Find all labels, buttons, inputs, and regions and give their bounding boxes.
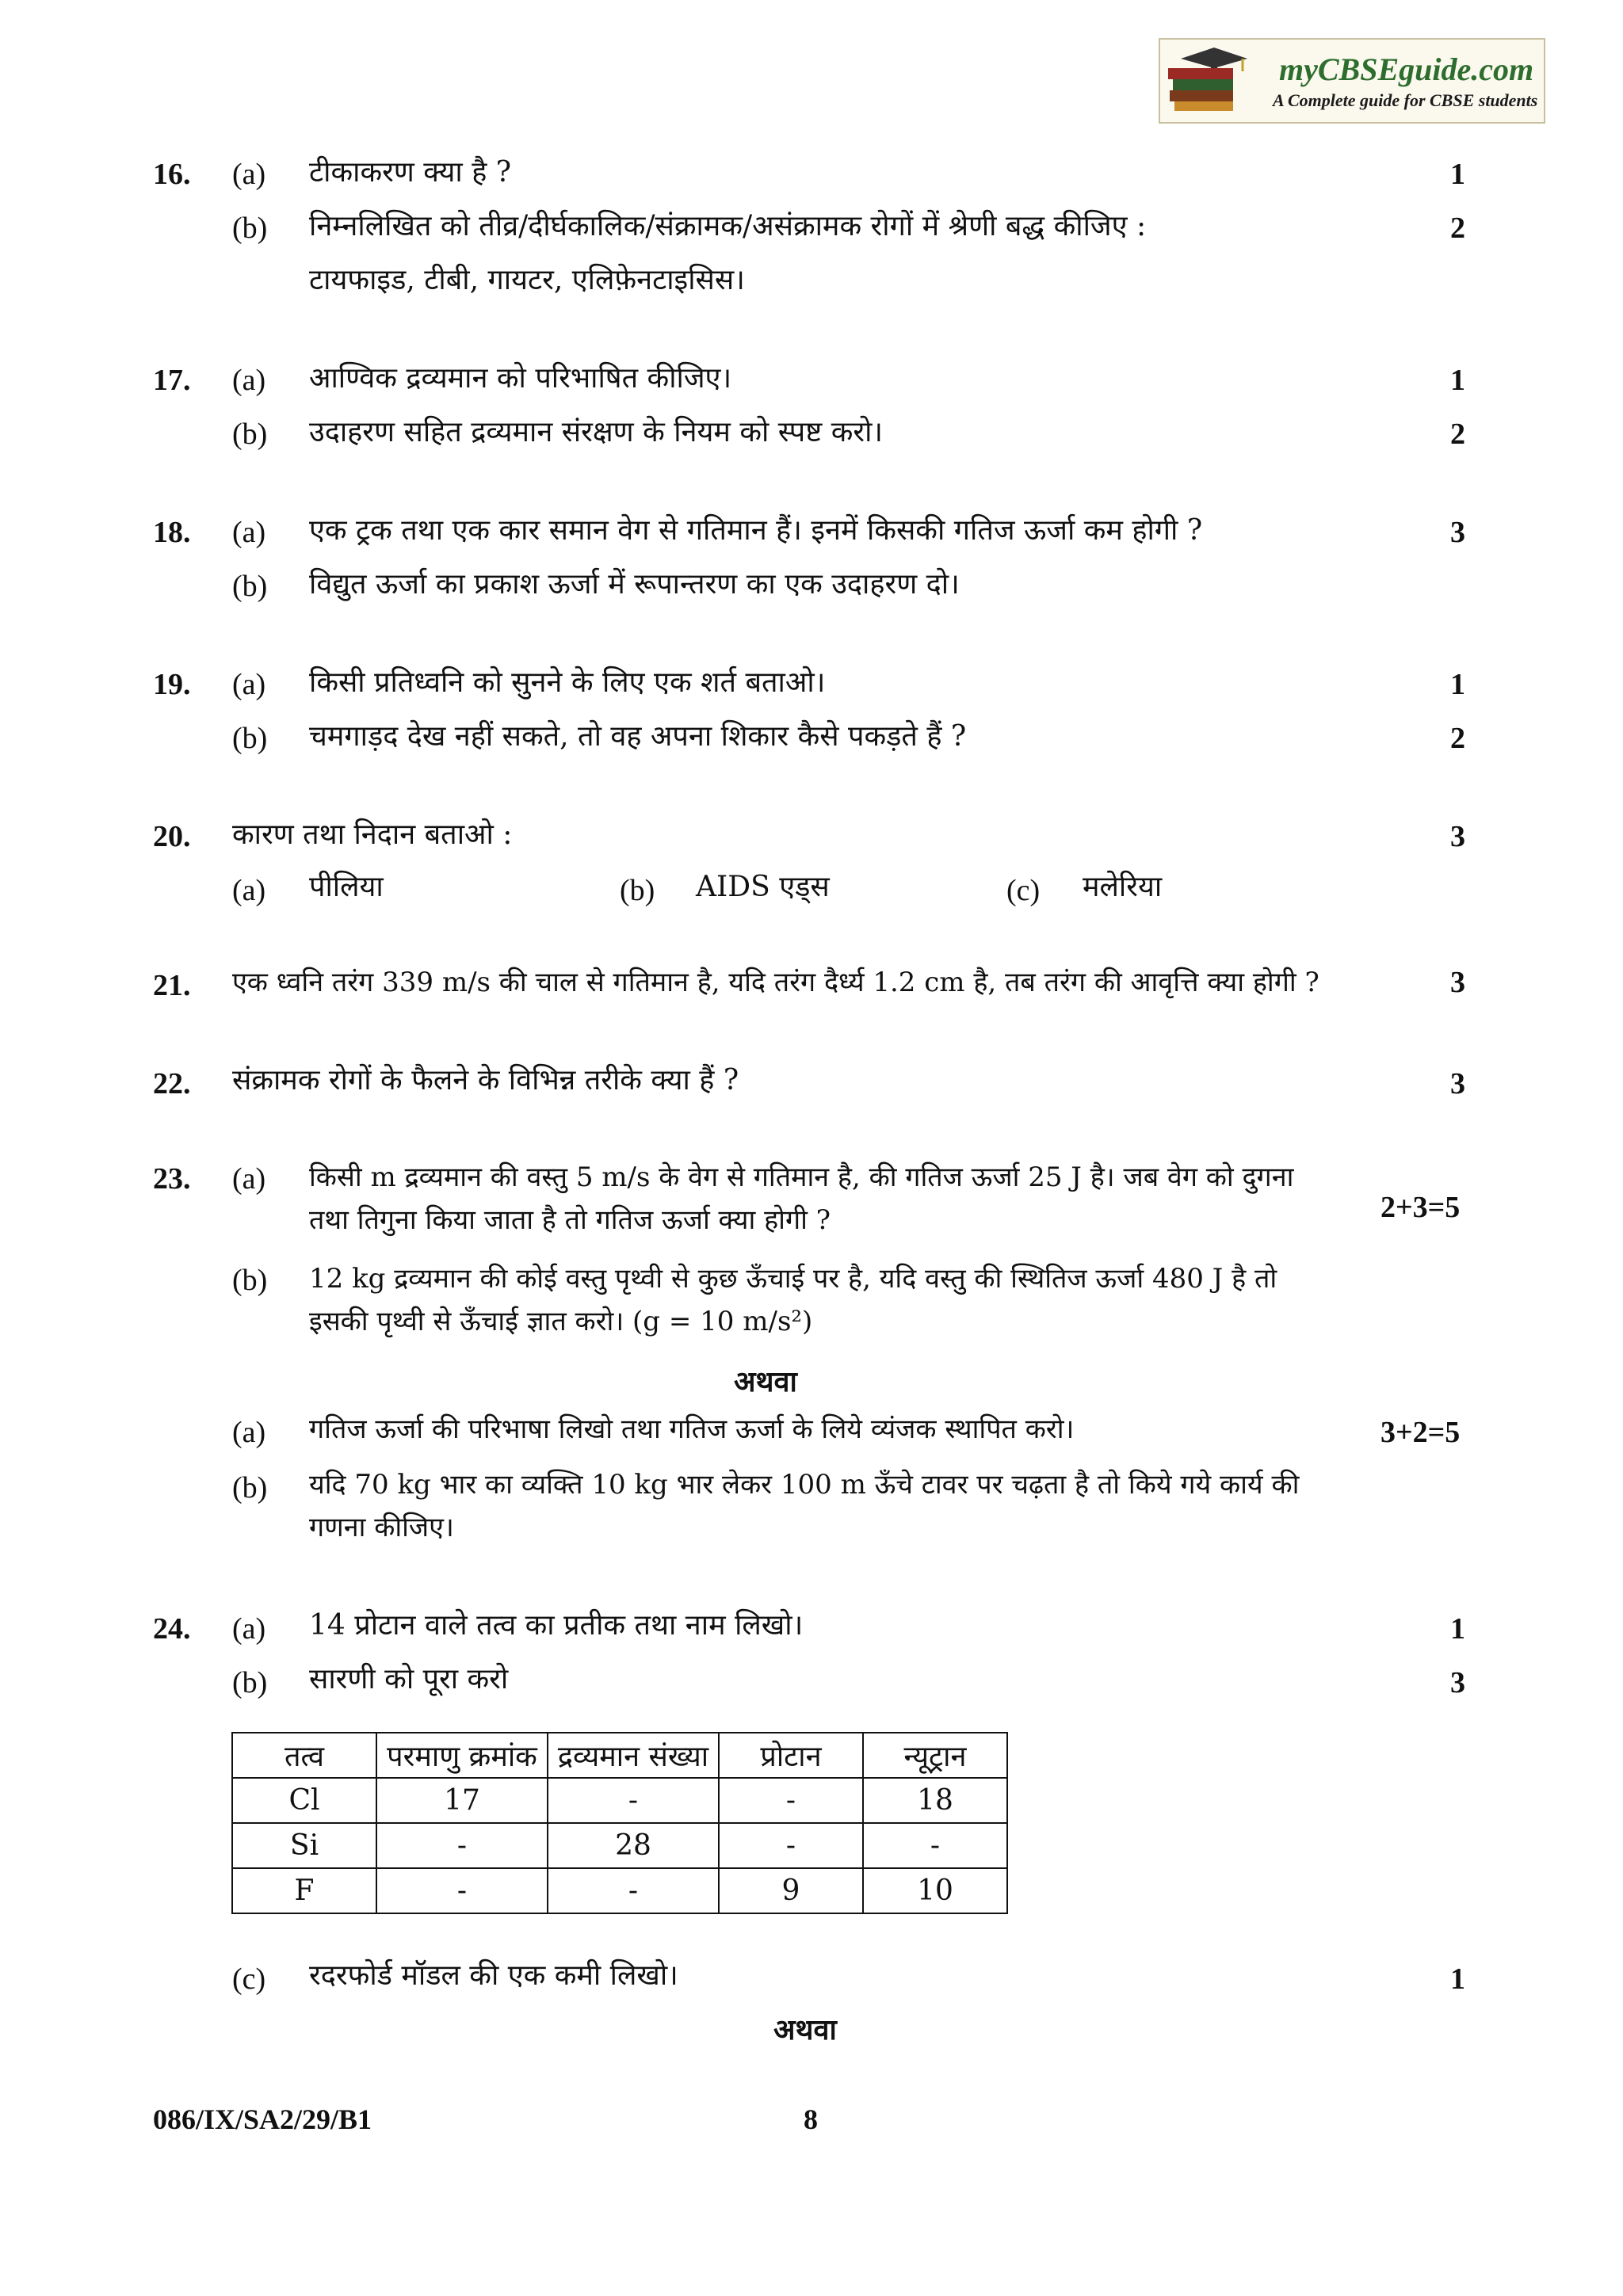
table-cell: 17 bbox=[376, 1778, 548, 1823]
table-cell: 28 bbox=[548, 1823, 719, 1868]
table-cell: - bbox=[719, 1778, 863, 1823]
table-cell: Si bbox=[232, 1823, 376, 1868]
sub-label: (b) bbox=[232, 1264, 268, 1297]
table-cell: 10 bbox=[863, 1868, 1007, 1913]
question-text: चमगाड़द देख नहीं सकते, तो वह अपना शिकार कैसे पकड़ते हैं ? bbox=[309, 720, 967, 753]
marks: 1 bbox=[1450, 668, 1465, 701]
marks: 3+2=5 bbox=[1381, 1416, 1461, 1449]
marks: 2 bbox=[1450, 418, 1465, 451]
table-header: तत्व bbox=[232, 1733, 376, 1778]
table-cell: - bbox=[376, 1868, 548, 1913]
logo-title: myCBSEguide.com bbox=[1279, 51, 1534, 87]
question-text: गणना कीजिए। bbox=[309, 1512, 454, 1543]
question-text: इसकी पृथ्वी से ऊँचाई ज्ञात करो। (g = 10 m/s²) bbox=[309, 1306, 813, 1337]
sub-label: (b) bbox=[620, 874, 655, 907]
books-icon bbox=[1165, 44, 1251, 117]
sub-label: (b) bbox=[232, 1471, 268, 1505]
question-text: रदरफोर्ड मॉडल की एक कमी लिखो। bbox=[309, 1959, 678, 1992]
sub-label: (b) bbox=[232, 212, 268, 245]
option-text: पीलिया bbox=[309, 871, 384, 903]
question-text: विद्युत ऊर्जा का प्रकाश ऊर्जा में रूपान्तरण का एक उदाहरण दो। bbox=[309, 568, 960, 601]
marks: 3 bbox=[1450, 516, 1465, 549]
sub-label: (a) bbox=[232, 1612, 266, 1646]
question-text: 14 प्रोटान वाले तत्व का प्रतीक तथा नाम लिखो। bbox=[309, 1609, 804, 1642]
sub-label: (a) bbox=[232, 1162, 266, 1196]
table-cell: - bbox=[719, 1823, 863, 1868]
sub-label: (a) bbox=[232, 668, 266, 701]
marks: 3 bbox=[1450, 1067, 1465, 1100]
question-text: टीकाकरण क्या है ? bbox=[309, 156, 512, 189]
marks: 1 bbox=[1450, 1962, 1465, 1996]
table-cell: - bbox=[863, 1823, 1007, 1868]
table-cell: - bbox=[376, 1823, 548, 1868]
question-text: 12 kg द्रव्यमान की कोई वस्तु पृथ्वी से कुछ ऊँचाई पर है, यदि वस्तु की स्थितिज ऊर्जा 480 J है तो bbox=[309, 1263, 1277, 1295]
table-cell: 9 bbox=[719, 1868, 863, 1913]
table-header: प्रोटान bbox=[719, 1733, 863, 1778]
question-number: 20. bbox=[153, 820, 191, 853]
question-number: 21. bbox=[153, 969, 191, 1002]
question-text: सारणी को पूरा करो bbox=[309, 1663, 509, 1695]
question-text: गतिज ऊर्जा की परिभाषा लिखो तथा गतिज ऊर्जा के लिये व्यंजक स्थापित करो। bbox=[309, 1413, 1075, 1445]
option-text: मलेरिया bbox=[1083, 871, 1163, 903]
page-number: 8 bbox=[804, 2103, 818, 2135]
table-cell: 18 bbox=[863, 1778, 1007, 1823]
question-text: किसी प्रतिध्वनि को सुनने के लिए एक शर्त बताओ। bbox=[309, 666, 826, 699]
table-header-row bbox=[232, 1733, 1007, 1778]
marks: 2+3=5 bbox=[1381, 1191, 1461, 1224]
question-number: 24. bbox=[153, 1612, 191, 1646]
question-number: 18. bbox=[153, 516, 191, 549]
marks: 1 bbox=[1450, 1612, 1465, 1646]
sub-label: (b) bbox=[232, 722, 268, 755]
sub-label: (b) bbox=[232, 418, 268, 451]
logo-subtitle: A Complete guide for CBSE students bbox=[1273, 90, 1538, 110]
question-number: 19. bbox=[153, 668, 191, 701]
option-text: AIDS एड्स bbox=[696, 871, 830, 903]
question-text: एक ध्वनि तरंग 339 m/s की चाल से गतिमान है, यदि तरंग दैर्ध्य 1.2 cm है, तब तरंग की आवृत्ति क्या होगी ? bbox=[232, 967, 1319, 998]
or-separator: अथवा bbox=[734, 1365, 797, 1398]
question-text: कारण तथा निदान बताओ : bbox=[232, 818, 513, 851]
sub-label: (b) bbox=[232, 1666, 268, 1699]
question-number: 16. bbox=[153, 158, 191, 191]
table-row bbox=[232, 1778, 1007, 1823]
sub-label: (a) bbox=[232, 516, 266, 549]
question-text: निम्नलिखित को तीव्र/दीर्घकालिक/संक्रामक/असंक्रामक रोगों में श्रेणी बद्ध कीजिए : bbox=[309, 210, 1147, 242]
question-number: 22. bbox=[153, 1067, 191, 1100]
question-number: 23. bbox=[153, 1162, 191, 1196]
table-header: परमाणु क्रमांक bbox=[376, 1733, 548, 1778]
marks: 1 bbox=[1450, 158, 1465, 191]
sub-label: (a) bbox=[232, 874, 266, 907]
paper-code: 086/IX/SA2/29/B1 bbox=[153, 2103, 372, 2135]
table-cell: - bbox=[548, 1868, 719, 1913]
table-cell: F bbox=[232, 1868, 376, 1913]
sub-label: (a) bbox=[232, 158, 266, 191]
sub-label: (a) bbox=[232, 1416, 266, 1449]
table-row bbox=[232, 1868, 1007, 1913]
question-text: किसी m द्रव्यमान की वस्तु 5 m/s के वेग से गतिमान है, की गतिज ऊर्जा 25 J है। जब वेग को दुगना bbox=[309, 1161, 1294, 1193]
marks: 3 bbox=[1450, 966, 1465, 999]
question-text: संक्रामक रोगों के फैलने के विभिन्न तरीके क्या हैं ? bbox=[232, 1064, 739, 1097]
marks: 3 bbox=[1450, 1666, 1465, 1699]
marks: 2 bbox=[1450, 212, 1465, 245]
marks: 1 bbox=[1450, 364, 1465, 397]
element-table bbox=[231, 1732, 1008, 1914]
sub-label: (a) bbox=[232, 364, 266, 397]
table-row bbox=[232, 1823, 1007, 1868]
sub-label: (c) bbox=[232, 1962, 266, 1996]
site-logo bbox=[1159, 38, 1545, 124]
or-separator: अथवा bbox=[773, 2013, 837, 2046]
sub-label: (b) bbox=[232, 570, 268, 603]
question-text: उदाहरण सहित द्रव्यमान संरक्षण के नियम को स्पष्ट करो। bbox=[309, 416, 884, 448]
marks: 3 bbox=[1450, 820, 1465, 853]
question-text: यदि 70 kg भार का व्यक्ति 10 kg भार लेकर 100 m ऊँचे टावर पर चढ़ता है तो किये गये कार्य की bbox=[309, 1469, 1300, 1501]
table-cell: Cl bbox=[232, 1778, 376, 1823]
table-header: द्रव्यमान संख्या bbox=[548, 1733, 719, 1778]
question-text: तथा तिगुना किया जाता है तो गतिज ऊर्जा क्या होगी ? bbox=[309, 1204, 831, 1236]
sub-label: (c) bbox=[1006, 874, 1041, 907]
question-number: 17. bbox=[153, 364, 191, 397]
table-header: न्यूट्रान bbox=[863, 1733, 1007, 1778]
table-cell: - bbox=[548, 1778, 719, 1823]
question-text: टायफाइड, टीबी, गायटर, एलिफ़ेनटाइसिस। bbox=[309, 264, 745, 296]
question-text: आण्विक द्रव्यमान को परिभाषित कीजिए। bbox=[309, 362, 732, 395]
question-text: एक ट्रक तथा एक कार समान वेग से गतिमान हैं। इनमें किसकी गतिज ऊर्जा कम होगी ? bbox=[309, 514, 1203, 547]
marks: 2 bbox=[1450, 722, 1465, 755]
